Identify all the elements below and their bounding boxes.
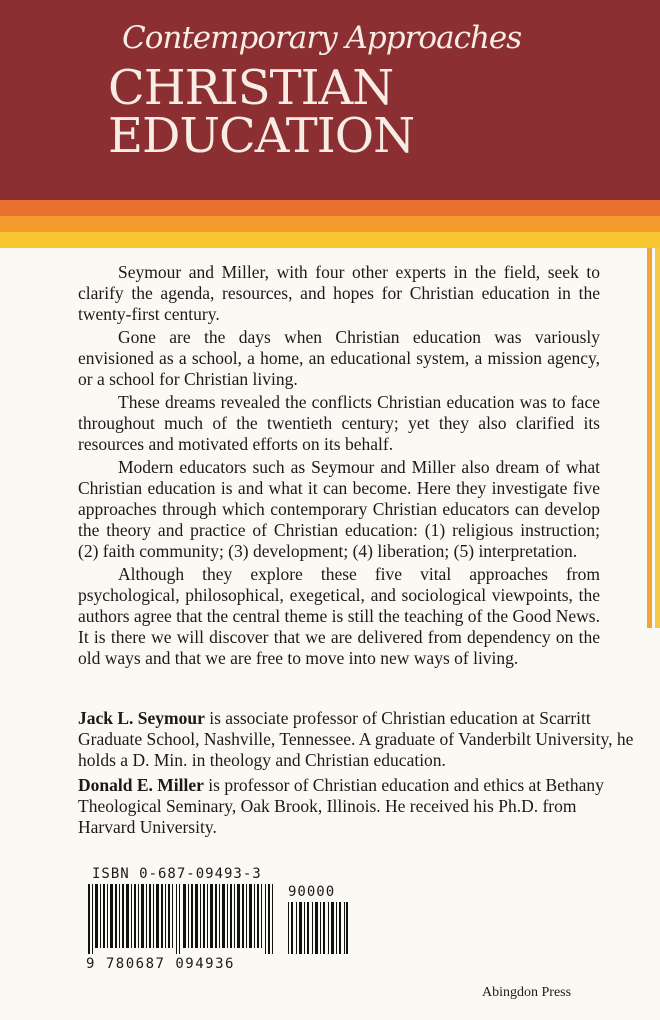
barcode-addon-bars — [288, 902, 348, 954]
title-subtitle: Contemporary Approaches — [122, 20, 522, 56]
author-bios — [78, 708, 638, 842]
description-paragraph: Although they explore these five vital approaches from psychological, philosophical, exegetical, and sociological viewpoints, the authors agree that the central theme is still the teaching of the Good News. It is there we will discover that we are delivered from dependency on the old ways and that we are free to move into new ways of living. — [78, 564, 600, 668]
author-name: Jack L. Seymour — [78, 708, 205, 728]
publisher-name: Abingdon Press — [482, 985, 572, 1000]
author-bio-text: is associate professor of Christian education at Scarritt Graduate School, Nashville, Tennessee. A graduate of Vanderbilt University, he holds a D. Min. in theology and Christian education. — [78, 708, 634, 770]
title-line-1: CHRISTIAN — [108, 60, 394, 116]
description-paragraph: These dreams revealed the conflicts Christian education was to face throughout much of the twentieth century; yet they also clarified its resources and motivated efforts on its behalf. — [78, 392, 600, 454]
side-stripe-yellow — [655, 248, 660, 628]
side-stripe-orange — [647, 248, 652, 628]
barcode-addon-svg — [288, 902, 348, 954]
cover-header — [0, 0, 660, 200]
yellow-stripe — [0, 232, 660, 248]
amber-stripe — [0, 216, 660, 232]
barcode-image — [88, 884, 278, 954]
title-line-2: EDUCATION — [108, 108, 415, 164]
description-paragraph: Seymour and Miller, with four other experts in the field, seek to clarify the agenda, resources, and hopes for Christian education in the twenty-first century. — [78, 262, 600, 324]
description — [78, 262, 600, 671]
author-bio-text: is professor of Christian education and ethics at Bethany Theological Seminary, Oak Brook, Illinois. He received his Ph.D. from Harvard University. — [78, 775, 604, 837]
isbn-label: ISBN 0-687-09493-3 — [92, 866, 262, 882]
author-bio — [78, 708, 638, 771]
barcode-ean-number: 9 780687 094936 — [86, 956, 235, 972]
barcode-addon-number: 90000 — [288, 884, 336, 900]
book-title — [108, 60, 415, 164]
description-paragraph: Modern educators such as Seymour and Miller also dream of what Christian education is and what it can become. Here they investigate five approaches through which contemporary Christian educators can develop the theory and practice of Christian education: (1) religious instruction; (2) faith community; (3) development; (4) liberation; (5) interpretation. — [78, 457, 600, 561]
author-name: Donald E. Miller — [78, 775, 204, 795]
orange-stripe — [0, 200, 660, 216]
author-bio — [78, 775, 638, 838]
description-paragraph: Gone are the days when Christian education was variously envisioned as a school, a home, an educational system, a mission agency, or a school for Christian living. — [78, 327, 600, 389]
barcode-bars — [88, 884, 278, 954]
side-stripes — [646, 248, 660, 628]
